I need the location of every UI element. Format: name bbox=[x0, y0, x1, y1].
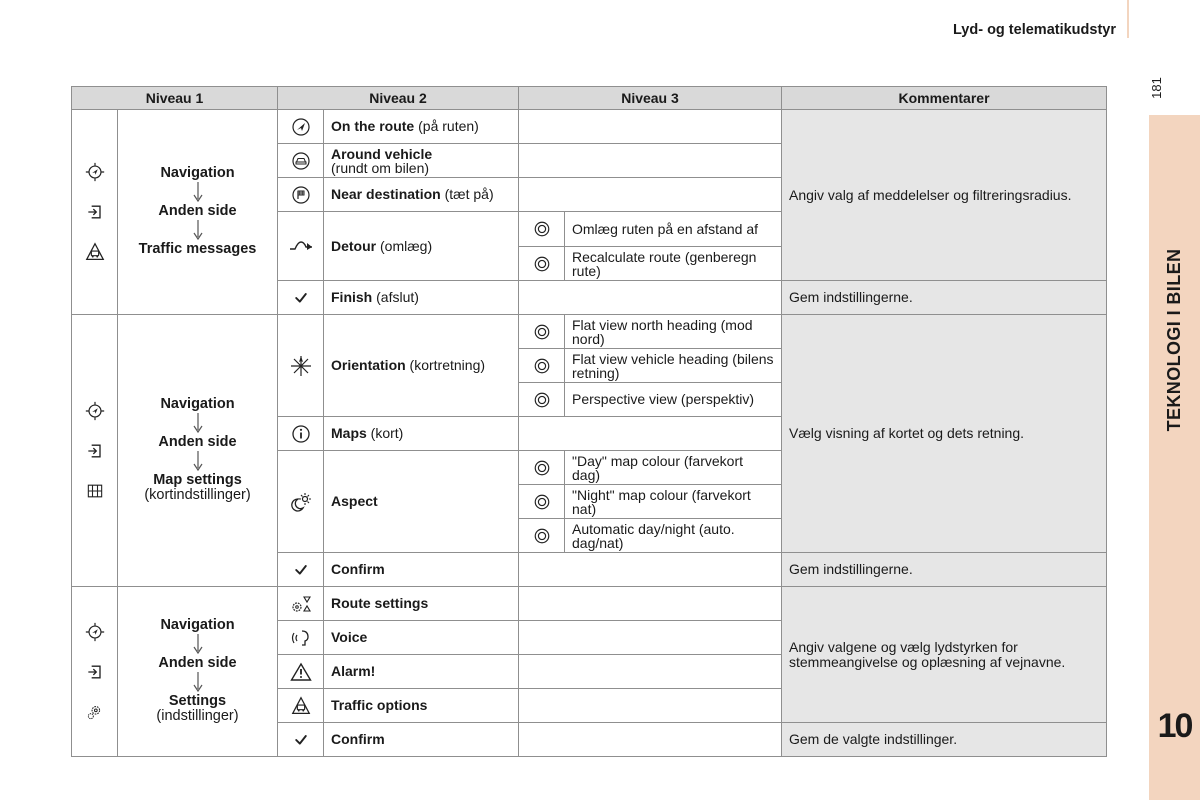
level3-empty bbox=[519, 417, 782, 451]
warning-icon bbox=[278, 655, 324, 689]
radio-option-icon[interactable] bbox=[519, 212, 565, 247]
table-row bbox=[72, 587, 1107, 621]
level3-empty bbox=[519, 178, 782, 212]
arrow-down-icon bbox=[125, 451, 270, 473]
radio-option-icon[interactable] bbox=[519, 383, 565, 417]
arrow-down-icon bbox=[125, 672, 270, 694]
table-header-row bbox=[72, 87, 1107, 110]
comment-text: Angiv valg af meddelelser og filtreringsradius. bbox=[782, 110, 1107, 281]
table-row bbox=[72, 315, 1107, 349]
col-header-niveau-2: Niveau 2 bbox=[278, 87, 519, 110]
col-header-niveau-1: Niveau 1 bbox=[72, 87, 278, 110]
arrow-down-icon bbox=[125, 220, 270, 242]
arrow-down-icon bbox=[125, 182, 270, 204]
radio-option-icon[interactable] bbox=[519, 451, 565, 485]
traffic-icon bbox=[278, 689, 324, 723]
level3-empty bbox=[519, 110, 782, 144]
level3-empty bbox=[519, 553, 782, 587]
navigation-icon bbox=[82, 620, 108, 644]
level1-icons bbox=[72, 110, 118, 315]
level3-option: Automatic day/night (auto. dag/nat) bbox=[565, 519, 782, 553]
level1-path bbox=[118, 587, 278, 757]
comment-text: Gem indstillingerne. bbox=[782, 553, 1107, 587]
level2-route-settings: Route settings bbox=[324, 587, 519, 621]
voice-icon bbox=[278, 621, 324, 655]
radio-option-icon[interactable] bbox=[519, 485, 565, 519]
level1-step-1: Navigation bbox=[160, 395, 235, 412]
level3-option: Recalculate route (genberegn rute) bbox=[565, 247, 782, 281]
settings-table bbox=[71, 86, 1107, 757]
level1-step-3-note: (indstillinger) bbox=[156, 708, 239, 725]
chapter-tab bbox=[1149, 115, 1200, 800]
level2-on-the-route: On the route (på ruten) bbox=[324, 110, 519, 144]
level3-empty bbox=[519, 655, 782, 689]
level2-maps: Maps (kort) bbox=[324, 417, 519, 451]
level3-empty bbox=[519, 723, 782, 757]
col-header-niveau-3: Niveau 3 bbox=[519, 87, 782, 110]
level2-finish: Finish (afslut) bbox=[324, 281, 519, 315]
level3-option: Flat view vehicle heading (bilens retning) bbox=[565, 349, 782, 383]
level1-step-3: Settings bbox=[168, 692, 227, 709]
level2-confirm: Confirm bbox=[324, 723, 519, 757]
arrow-down-icon bbox=[125, 634, 270, 656]
radio-option-icon[interactable] bbox=[519, 247, 565, 281]
level2-alarm: Alarm! bbox=[324, 655, 519, 689]
level1-step-2: Anden side bbox=[158, 433, 237, 450]
info-icon bbox=[278, 417, 324, 451]
radio-option-icon[interactable] bbox=[519, 519, 565, 553]
level1-step-1: Navigation bbox=[160, 616, 235, 633]
level1-step-3: Traffic messages bbox=[138, 240, 257, 257]
level3-option: Flat view north heading (mod nord) bbox=[565, 315, 782, 349]
level1-icons bbox=[72, 587, 118, 757]
radio-option-icon[interactable] bbox=[519, 349, 565, 383]
settings-icon bbox=[82, 700, 108, 724]
level2-orientation: Orientation (kortretning) bbox=[324, 315, 519, 417]
comment-text: Vælg visning af kortet og dets retning. bbox=[782, 315, 1107, 553]
chapter-number: 10 bbox=[1157, 707, 1192, 745]
level3-option: "Night" map colour (farvekort nat) bbox=[565, 485, 782, 519]
check-icon bbox=[278, 553, 324, 587]
enter-icon bbox=[82, 200, 108, 224]
level1-step-2: Anden side bbox=[158, 654, 237, 671]
destination-flag-icon bbox=[278, 178, 324, 212]
navigation-icon bbox=[82, 160, 108, 184]
level1-step-2: Anden side bbox=[158, 203, 237, 220]
level1-step-1: Navigation bbox=[160, 165, 235, 182]
traffic-icon bbox=[82, 240, 108, 264]
level2-confirm: Confirm bbox=[324, 553, 519, 587]
level1-step-3: Map settings bbox=[153, 471, 242, 488]
level3-empty bbox=[519, 587, 782, 621]
check-icon bbox=[278, 281, 324, 315]
route-settings-icon bbox=[278, 587, 324, 621]
level2-aspect: Aspect bbox=[324, 451, 519, 553]
page-number: 181 bbox=[1148, 77, 1164, 99]
route-icon bbox=[278, 110, 324, 144]
level3-option: Omlæg ruten på en afstand af bbox=[565, 212, 782, 247]
col-header-kommentarer: Kommentarer bbox=[782, 87, 1107, 110]
navigation-icon bbox=[82, 399, 108, 423]
check-icon bbox=[278, 723, 324, 757]
vehicle-icon bbox=[278, 144, 324, 178]
day-night-icon bbox=[278, 451, 324, 553]
level3-option: "Day" map colour (farvekort dag) bbox=[565, 451, 782, 485]
table-row bbox=[72, 110, 1107, 144]
header-divider bbox=[1127, 0, 1129, 38]
level3-empty bbox=[519, 281, 782, 315]
radio-option-icon[interactable] bbox=[519, 315, 565, 349]
level3-empty bbox=[519, 144, 782, 178]
chapter-tab-label: TEKNOLOGI I BILEN bbox=[1164, 248, 1184, 432]
level1-icons bbox=[72, 315, 118, 587]
comment-text: Gem de valgte indstillinger. bbox=[782, 723, 1107, 757]
detour-icon bbox=[278, 212, 324, 281]
comment-text: Angiv valgene og vælg lydstyrken for stemmeangivelse og oplæsning af vejnavne. bbox=[782, 587, 1107, 723]
header-title: Lyd- og telematikudstyr bbox=[952, 22, 1116, 38]
level3-empty bbox=[519, 621, 782, 655]
level2-detour: Detour (omlæg) bbox=[324, 212, 519, 281]
level3-empty bbox=[519, 689, 782, 723]
level2-near-destination: Near destination (tæt på) bbox=[324, 178, 519, 212]
arrow-down-icon bbox=[125, 413, 270, 435]
level1-step-3-note: (kortindstillinger) bbox=[144, 487, 251, 504]
level3-option: Perspective view (perspektiv) bbox=[565, 383, 782, 417]
level2-around-vehicle: Around vehicle (rundt om bilen) bbox=[324, 144, 519, 178]
compass-icon bbox=[278, 315, 324, 417]
comment-text: Gem indstillingerne. bbox=[782, 281, 1107, 315]
level1-path bbox=[118, 110, 278, 315]
enter-icon bbox=[82, 439, 108, 463]
map-icon bbox=[82, 479, 108, 503]
enter-icon bbox=[82, 660, 108, 684]
level2-voice: Voice bbox=[324, 621, 519, 655]
level1-path bbox=[118, 315, 278, 587]
level2-traffic-options: Traffic options bbox=[324, 689, 519, 723]
